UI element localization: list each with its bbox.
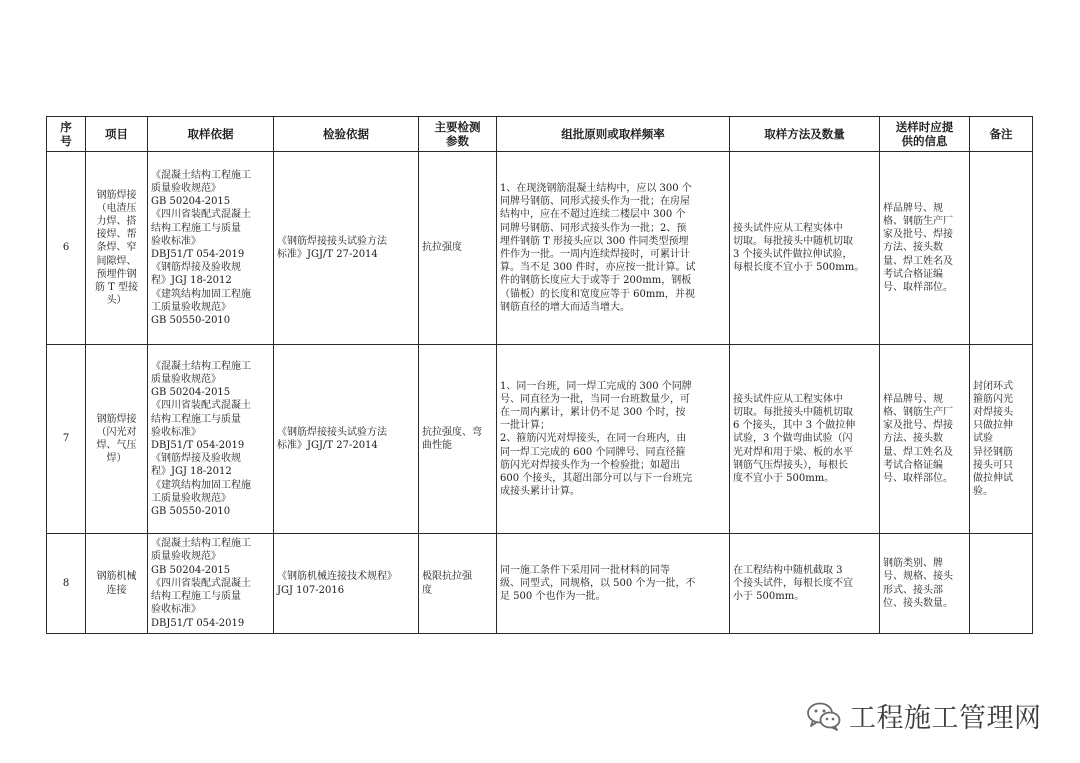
header-no: 序 号	[47, 117, 86, 152]
header-info: 送样时应提 供的信息	[880, 117, 970, 152]
cell-sampling-basis: 《混凝土结构工程施工 质量验收规范》 GB 50204-2015 《四川省装配式混凝土 结构工程施工与质量 验收标准》 DBJ51/T 054-2019 《钢筋焊接及验收规 程》JGJ 18-2012 《建筑结构加固工程施 工质量验收规范》 GB 50550-2010	[148, 152, 274, 345]
cell-info: 钢筋类别、牌 号、规格、接头 形式、接头部 位、接头数量。	[880, 534, 970, 634]
cell-params: 极限抗拉强 度	[419, 534, 497, 634]
cell-item: 钢筋机械 连接	[86, 534, 148, 634]
cell-method: 接头试件应从工程实体中 切取。每批接头中随机切取 3 个接头试件做拉伸试验， 每根长度不宜小于 500mm。	[730, 152, 880, 345]
header-params: 主要检测 参数	[419, 117, 497, 152]
cell-frequency: 1、同一台班，同一焊工完成的 300 个同牌 号、同直径为一批，当同一台班数量少，可 在一周内累计，累计仍不足 300 个时，按 一批计算； 2、箍筋闪光对焊接头，在同一台班内，由 同一焊工完成的 600 个同牌号、同直径箍 筋闪光对焊接头作为一个检验批；如超出 600 个接头，其超出部分可以与下一台班完 成接头累计计算。	[497, 345, 730, 534]
cell-frequency: 1、在现浇钢筋混凝土结构中，应以 300 个 同牌号钢筋、同形式接头作为一批；在房屋 结构中，应在不超过连续二楼层中 300 个 同牌号钢筋、同形式接头作为一批；2、预 埋件钢筋 T 形接头应以 300 件同类型预埋 件作为一批。一周内连续焊接时，可累计计 算。当不足 300 件时，亦应按一批计算。试 件的钢筋长度应大于或等于 200mm，钢板 （锚板）的长度和宽度应等于 60mm，并视 钢筋直径的增大而适当增大。	[497, 152, 730, 345]
cell-item: 钢筋焊接 （电渣压 力焊、搭 接焊、帮 条焊、窄 间隙焊、 预埋件钢 筋 T 型接 头）	[86, 152, 148, 345]
header-method: 取样方法及数量	[730, 117, 880, 152]
table-row	[47, 534, 1033, 634]
table-row	[47, 152, 1033, 345]
cell-remark	[970, 152, 1033, 345]
cell-method: 在工程结构中随机截取 3 个接头试件，每根长度不宜 小于 500mm。	[730, 534, 880, 634]
cell-info: 样品牌号、规 格、钢筋生产厂 家及批号、焊接 方法、接头数 量、焊工姓名及 考试合格证编 号、取样部位。	[880, 345, 970, 534]
wechat-icon	[806, 701, 842, 731]
cell-frequency: 同一施工条件下采用同一批材料的同等 级、同型式，同规格，以 500 个为一批，不 足 500 个也作为一批。	[497, 534, 730, 634]
cell-params: 抗拉强度、弯 曲性能	[419, 345, 497, 534]
cell-method: 接头试件应从工程实体中 切取。每批接头中随机切取 6 个接头，其中 3 个做拉伸 试验，3 个做弯曲试验（闪 光对焊和用于梁、板的水平 钢筋气压焊接头），每根长 度不宜小于 500mm。	[730, 345, 880, 534]
cell-no: 8	[47, 534, 86, 634]
cell-no: 7	[47, 345, 86, 534]
cell-remark: 封闭环式 箍筋闪光 对焊接头 只做拉伸 试验 异径钢筋 接头可只 做拉伸试 验。	[970, 345, 1033, 534]
cell-sampling-basis: 《混凝土结构工程施工 质量验收规范》 GB 50204-2015 《四川省装配式混凝土 结构工程施工与质量 验收标准》 DBJ51/T 054-2019	[148, 534, 274, 634]
cell-test-basis: 《钢筋机械连接技术规程》 JGJ 107-2016	[274, 534, 419, 634]
header-test-basis: 检验依据	[274, 117, 419, 152]
table-row	[47, 345, 1033, 534]
cell-test-basis: 《钢筋焊接接头试验方法 标准》JGJ/T 27-2014	[274, 152, 419, 345]
header-frequency: 组批原则或取样频率	[497, 117, 730, 152]
cell-no: 6	[47, 152, 86, 345]
header-sampling-basis: 取样依据	[148, 117, 274, 152]
inspection-table-container	[46, 116, 1032, 634]
header-remark: 备注	[970, 117, 1033, 152]
cell-params: 抗拉强度	[419, 152, 497, 345]
watermark-text: 工程施工管理网	[849, 703, 1042, 734]
cell-info: 样品牌号、规 格、钢筋生产厂 家及批号、焊接 方法、接头数 量、焊工姓名及 考试合格证编 号、取样部位。	[880, 152, 970, 345]
watermark	[806, 696, 1042, 735]
cell-remark	[970, 534, 1033, 634]
header-item: 项目	[86, 117, 148, 152]
cell-test-basis: 《钢筋焊接接头试验方法 标准》JGJ/T 27-2014	[274, 345, 419, 534]
cell-item: 钢筋焊接 （闪光对 焊、气压 焊）	[86, 345, 148, 534]
header-row	[47, 117, 1033, 152]
cell-sampling-basis: 《混凝土结构工程施工 质量验收规范》 GB 50204-2015 《四川省装配式混凝土 结构工程施工与质量 验收标准》 DBJ51/T 054-2019 《钢筋焊接及验收规 程》JGJ 18-2012 《建筑结构加固工程施 工质量验收规范》 GB 50550-2010	[148, 345, 274, 534]
inspection-table	[46, 116, 1033, 634]
